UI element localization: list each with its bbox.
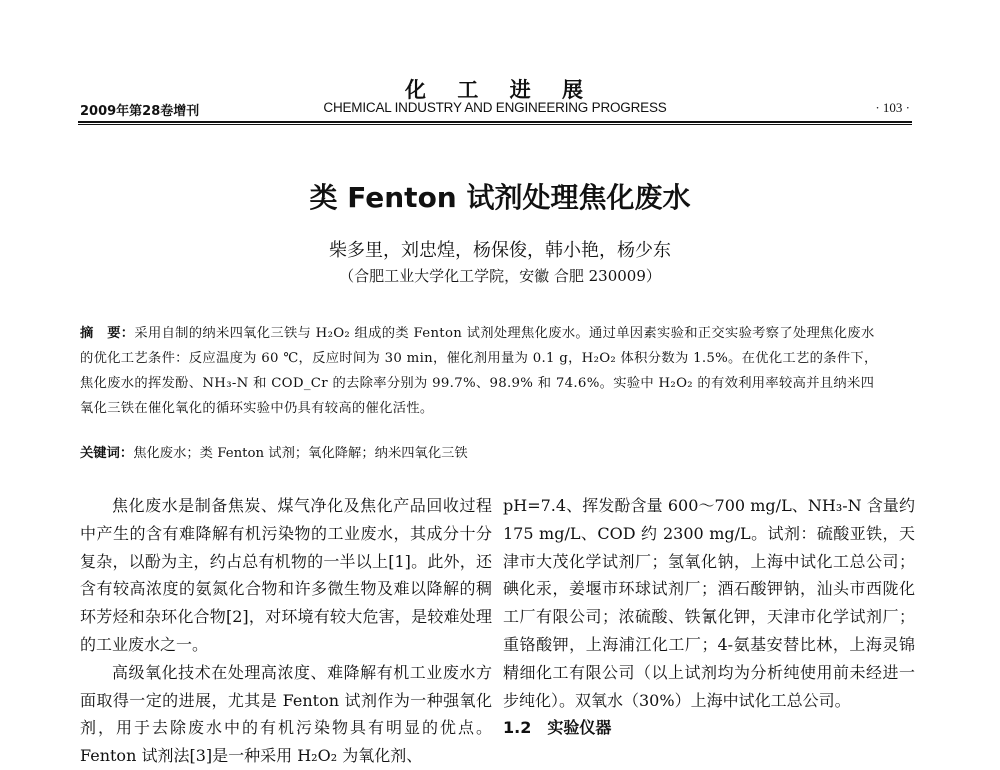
keywords-label: 关键词： bbox=[80, 446, 134, 461]
running-header bbox=[80, 100, 910, 122]
paragraph: 焦化废水是制备焦炭、煤气净化及焦化产品回收过程中产生的含有难降解有机污染物的工业废水，其成分十分复杂，以酚为主，约占总有机物的一半以上[1]。此外，还含有较高浓度的氨氮化合物和许多微生物及难以降解的稠环芳烃和杂环化合物[2]，对环境有较大危害，是较难处理的工业废水之一。 bbox=[80, 496, 492, 654]
header-rule-thin bbox=[78, 124, 912, 125]
section-heading: 1.2 实验仪器 bbox=[503, 718, 612, 738]
body-column-left bbox=[80, 492, 492, 770]
paragraph: 高级氧化技术在处理高浓度、难降解有机工业废水方面取得一定的进展，尤其是 Fenton 试剂作为一种强氧化剂，用于去除废水中的有机污染物具有明显的优点。Fenton 试剂法[3]是一种采用 H₂O₂ 为氧化剂、 bbox=[80, 662, 492, 766]
affiliation: （合肥工业大学化工学院，安徽 合肥 230009） bbox=[339, 267, 661, 285]
journal-title-chinese: 化 工 进 展 bbox=[405, 77, 595, 102]
author-list: 柴多里，刘忠煌，杨保俊，韩小艳，杨少东 bbox=[329, 240, 671, 261]
paragraph: pH=7.4、挥发酚含量 600～700 mg/L、NH₃-N 含量约 175 mg/L、COD 约 2300 mg/L。试剂：硫酸亚铁，天津市大茂化学试剂厂；氢氧化钠，上海中试化工总公司；碘化汞，姜堰市环球试剂厂；酒石酸钾钠，汕头市西陇化工厂有限公司；浓硫酸、铁氰化钾，天津市化学试剂厂；重铬酸钾，上海浦江化工厂；4-氨基安替比林，上海灵锦精细化工有限公司（以上试剂均为分析纯使用前未经进一步纯化）。双氧水（30%）上海中试化工总公司。 bbox=[503, 496, 915, 710]
header-rule bbox=[78, 121, 912, 123]
abstract-text: 采用自制的纳米四氧化三铁与 H₂O₂ 组成的类 Fenton 试剂处理焦化废水。通过单因素实验和正交实验考察了处理焦化废水的优化工艺条件：反应温度为 60 ℃，反应时间为 30 min，催化剂用量为 0.1 g，H₂O₂ 体积分数为 1.5%。在优化工艺的条件下，焦化废水的挥发酚、NH₃-N 和 COD_Cr 的去除率分别为 99.7%、98.9% 和 74.6%。实验中 H₂O₂ 的有效利用率较高并且纳米四氧化三铁在催化氧化的循环实验中仍具有较高的催化活性。 bbox=[80, 326, 878, 416]
article-title: 类 Fenton 试剂处理焦化废水 bbox=[309, 181, 691, 214]
body-column-right bbox=[503, 492, 915, 742]
issue-label: 2009年第28卷增刊 bbox=[80, 104, 200, 119]
abstract bbox=[80, 321, 886, 421]
abstract-label: 摘 要： bbox=[80, 326, 135, 341]
keywords bbox=[80, 441, 886, 466]
keywords-text: 焦化废水；类 Fenton 试剂；氧化降解；纳米四氧化三铁 bbox=[133, 446, 468, 461]
journal-title-english: CHEMICAL INDUSTRY AND ENGINEERING PROGRESS bbox=[323, 100, 667, 115]
page-number: · 103 · bbox=[875, 100, 910, 115]
